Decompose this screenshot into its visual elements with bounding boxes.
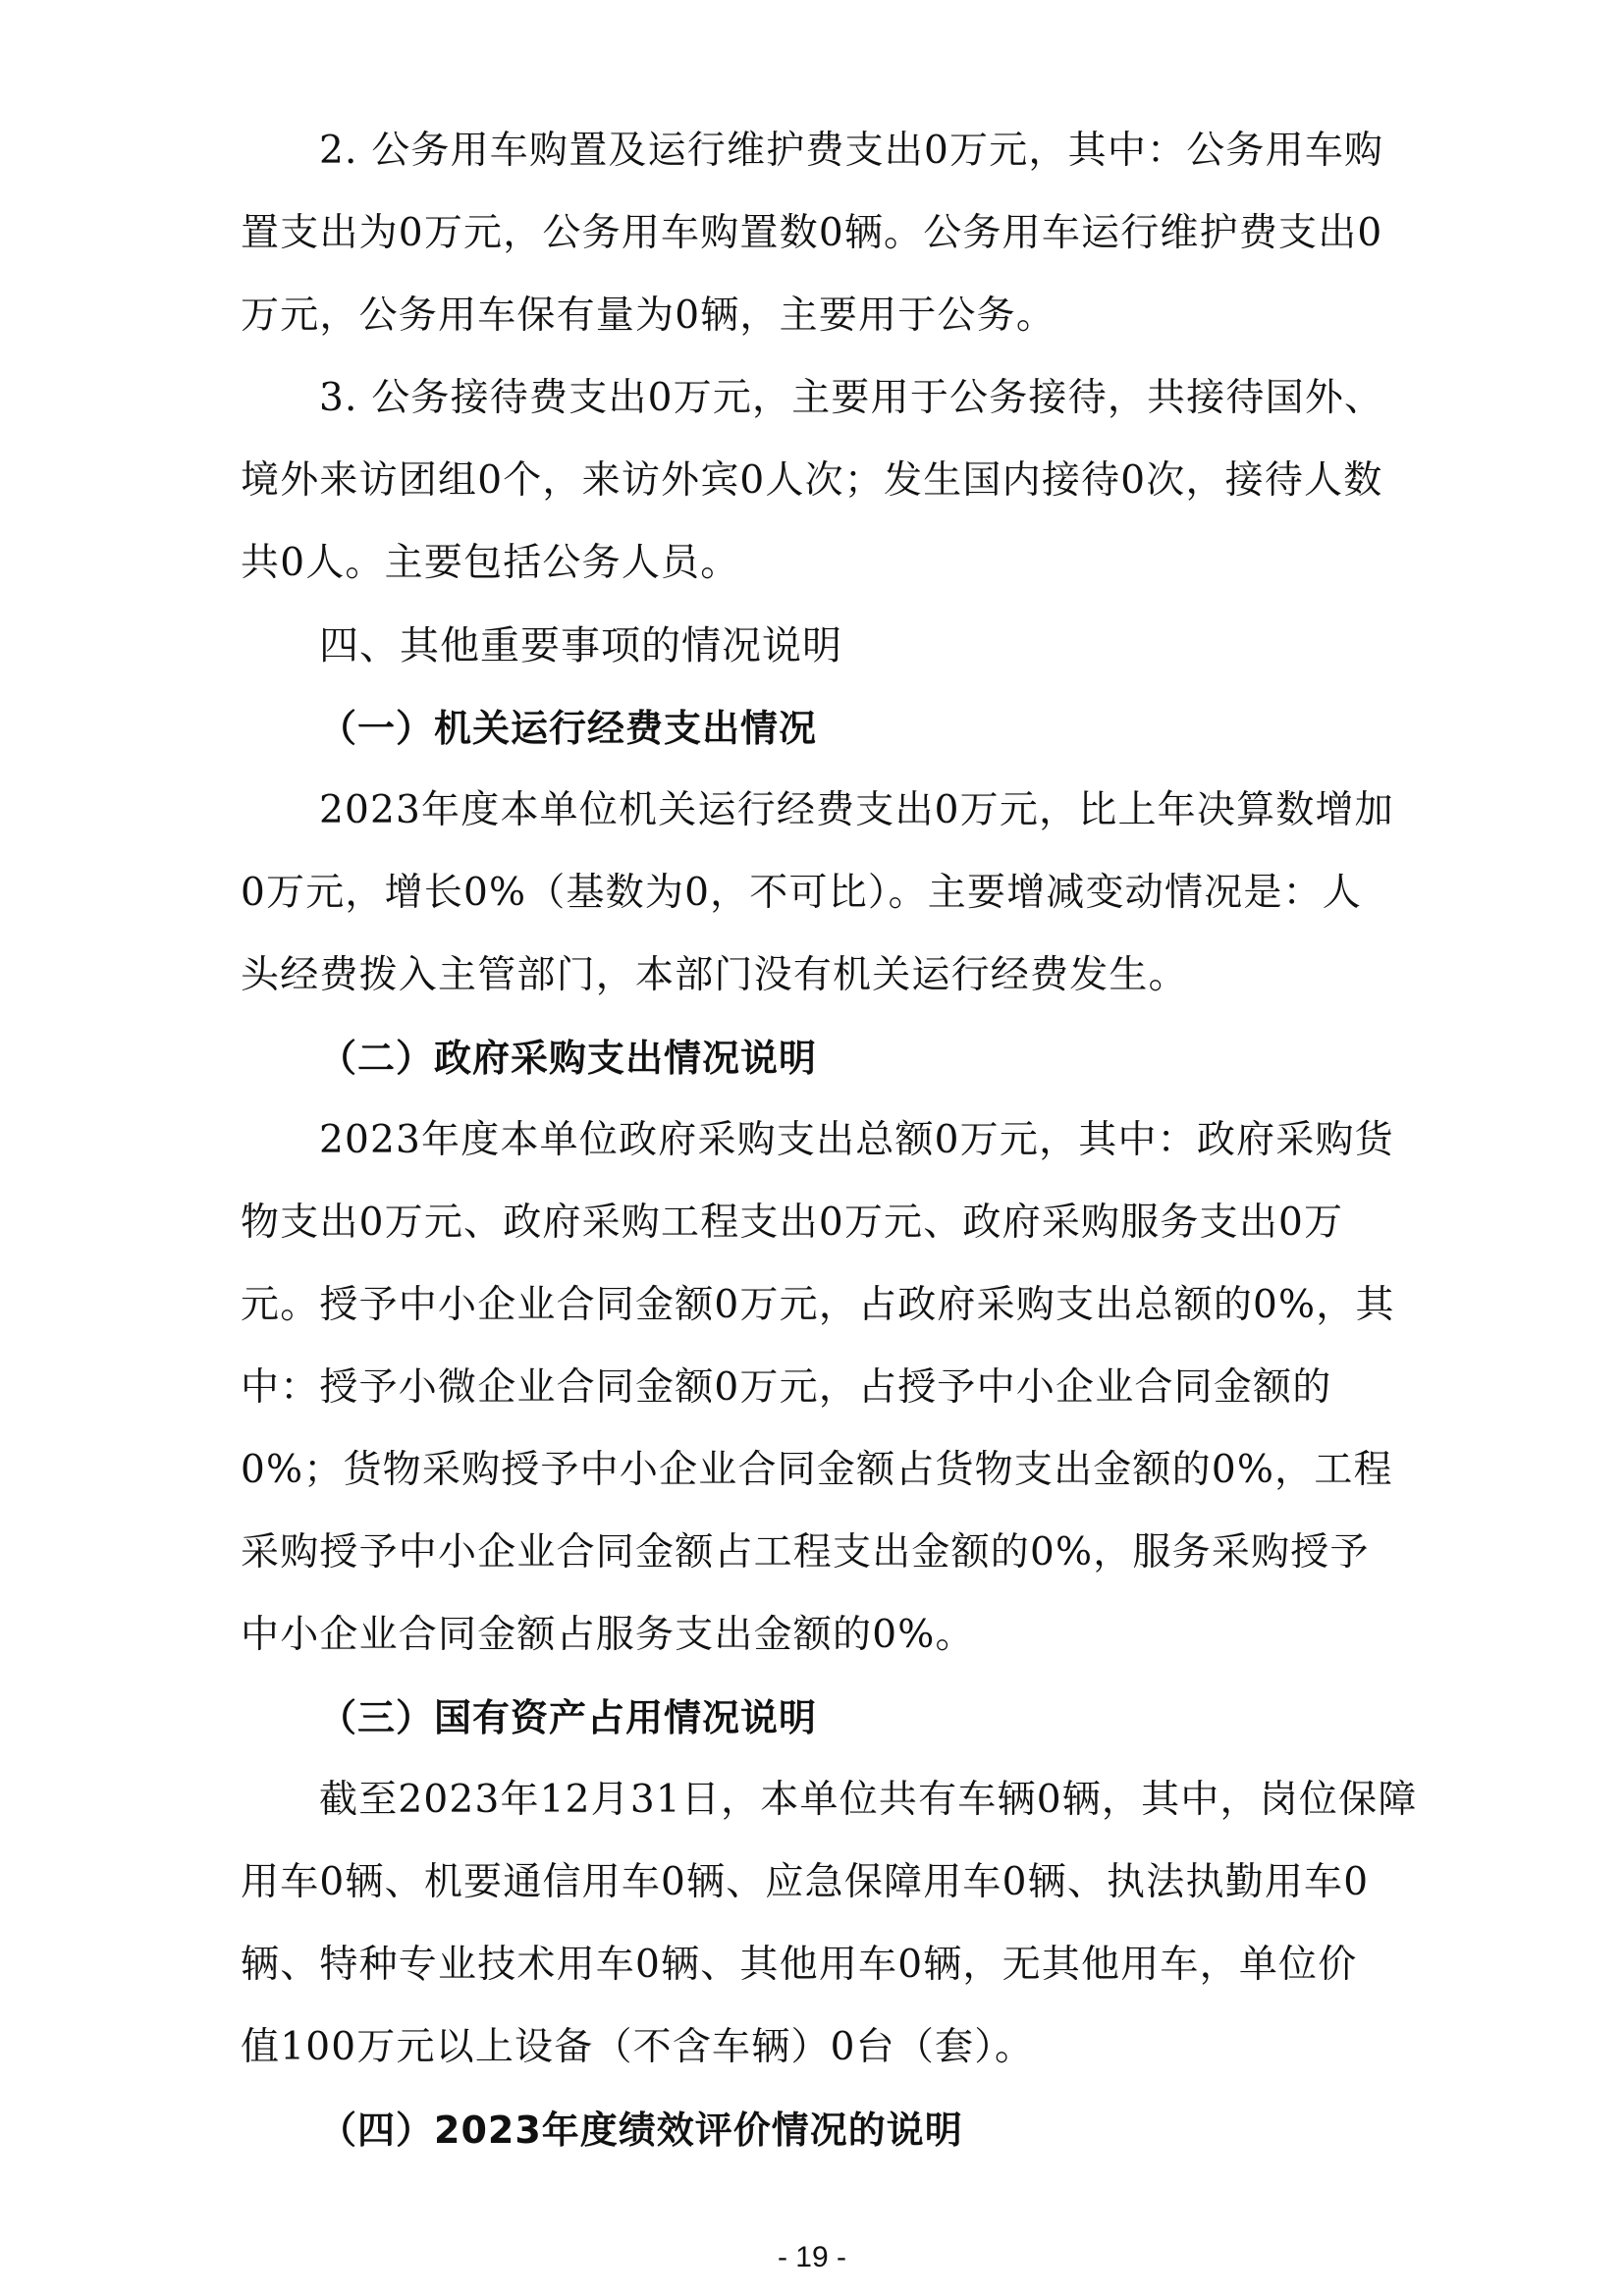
subheading-procurement: （二）政府采购支出情况说明 xyxy=(319,1037,818,1080)
section-heading-other-matters: 四、其他重要事项的情况说明 xyxy=(319,623,842,668)
paragraph-operating-expenses xyxy=(241,770,1394,1017)
paragraph-state-assets xyxy=(241,1759,1418,2089)
subheading-state-assets: （三）国有资产占用情况说明 xyxy=(319,1696,818,1739)
paragraph-vehicle-expenses xyxy=(241,110,1389,357)
document-page xyxy=(241,110,1418,2171)
text-line: 采购授予中小企业合同金额占工程支出金额的0%，服务采购授予 xyxy=(241,1530,1370,1575)
paragraph-procurement xyxy=(241,1099,1395,1677)
text-line: 3. 公务接待费支出0万元，主要用于公务接待，共接待国外、 xyxy=(319,376,1384,420)
text-line: 共0人。主要包括公务人员。 xyxy=(241,541,740,585)
text-line: 截至2023年12月31日，本单位共有车辆0辆，其中，岗位保障 xyxy=(319,1778,1418,1822)
text-line: 物支出0万元、政府采购工程支出0万元、政府采购服务支出0万 xyxy=(241,1201,1344,1245)
text-line: 中小企业合同金额占服务支出金额的0%。 xyxy=(241,1613,975,1657)
text-line: 万元，公务用车保有量为0辆，主要用于公务。 xyxy=(241,294,1056,338)
text-line: 2. 公务用车购置及运行维护费支出0万元，其中：公务用车购 xyxy=(319,129,1384,173)
paragraph-reception-expenses xyxy=(241,357,1389,605)
text-line: 中：授予小微企业合同金额0万元，占授予中小企业合同金额的 xyxy=(241,1365,1332,1410)
text-line: 元。授予中小企业合同金额0万元，占政府采购支出总额的0%，其 xyxy=(241,1283,1395,1327)
text-line: 辆、特种专业技术用车0辆、其他用车0辆，无其他用车，单位价 xyxy=(241,1943,1358,1987)
page-number: - 19 - xyxy=(777,2241,847,2273)
text-line: 2023年度本单位机关运行经费支出0万元，比上年决算数增加 xyxy=(319,788,1394,832)
text-line: 0%；货物采购授予中小企业合同金额占货物支出金额的0%，工程 xyxy=(241,1448,1393,1492)
text-line: 置支出为0万元，公务用车购置数0辆。公务用车运行维护费支出0 xyxy=(241,211,1383,255)
subheading-operating-expenses: （一）机关运行经费支出情况 xyxy=(319,707,818,750)
text-line: 0万元，增长0%（基数为0，不可比）。主要增减变动情况是：人 xyxy=(241,871,1362,915)
text-line: 2023年度本单位政府采购支出总额0万元，其中：政府采购货 xyxy=(319,1118,1394,1162)
subheading-performance-evaluation: （四）2023年度绩效评价情况的说明 xyxy=(319,2109,963,2152)
text-line: 境外来访团组0个，来访外宾0人次；发生国内接待0次，接待人数 xyxy=(241,458,1383,503)
text-line: 头经费拨入主管部门，本部门没有机关运行经费发生。 xyxy=(241,953,1188,997)
text-line: 值100万元以上设备（不含车辆）0台（套）。 xyxy=(241,2025,1035,2069)
text-line: 用车0辆、机要通信用车0辆、应急保障用车0辆、执法执勤用车0 xyxy=(241,1860,1370,1904)
